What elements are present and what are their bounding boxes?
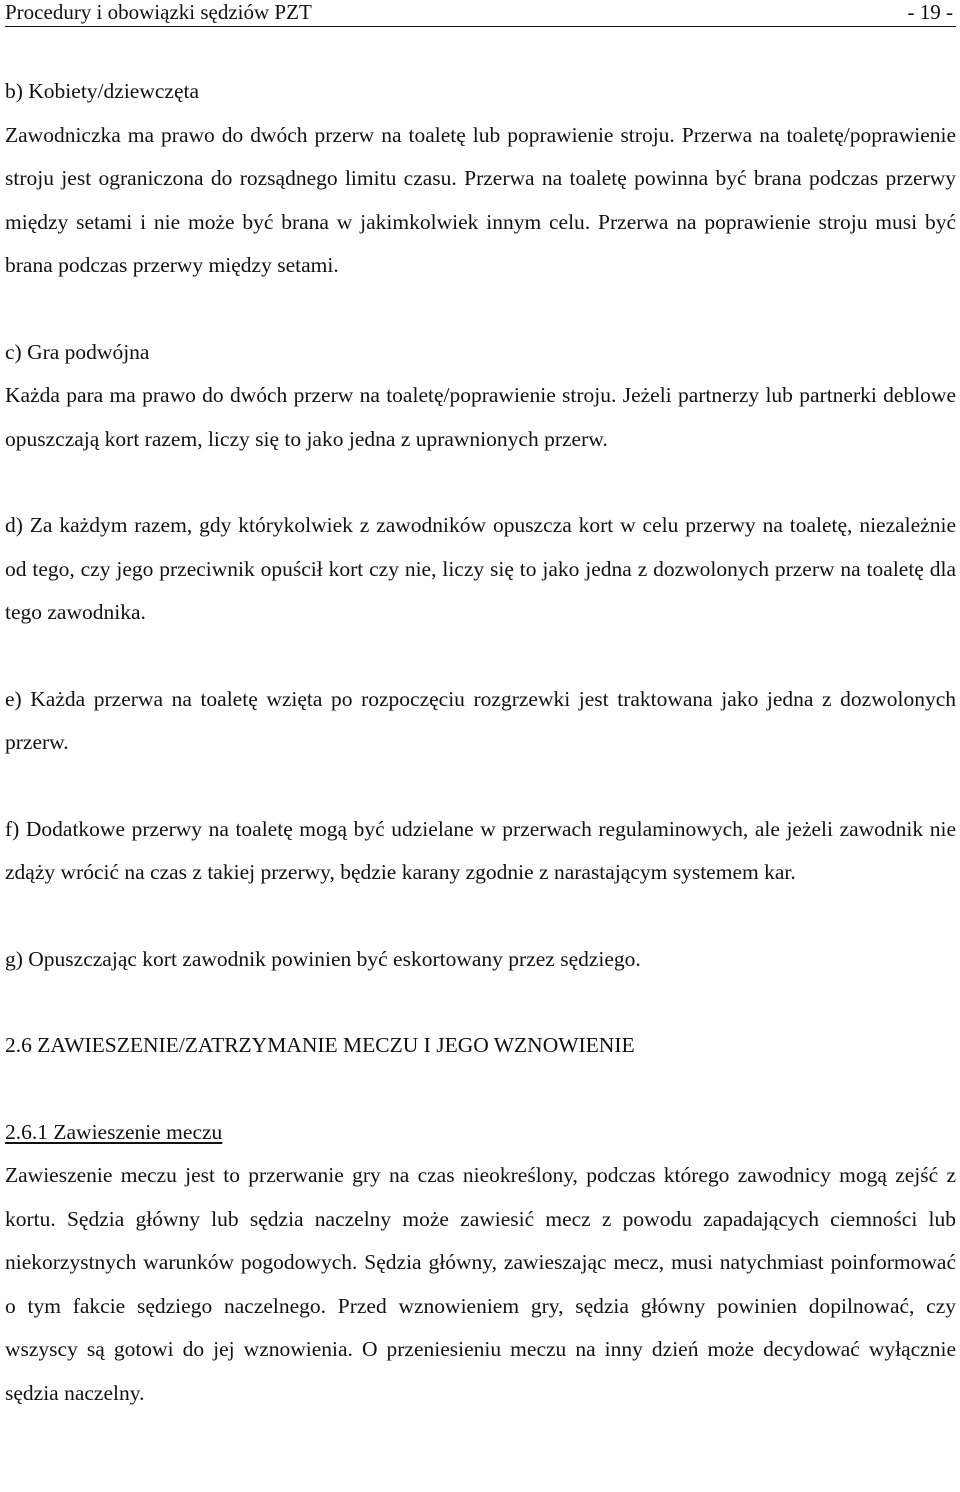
section-d-paragraph: d) Za każdym razem, gdy którykolwiek z zawodników opuszcza kort w celu przerwy na toaletę, niezależnie od tego, czy jego przeciwnik opuścił kort czy nie, liczy się to jako jedna z dozwolonych przerw na toaletę dla tego zawodnika. bbox=[5, 513, 956, 624]
section-2-6-heading: 2.6 ZAWIESZENIE/ZATRZYMANIE MECZU I JEGO WZNOWIENIE bbox=[5, 1033, 635, 1057]
section-2-6-1-paragraph: Zawieszenie meczu jest to przerwanie gry na czas nieokreślony, podczas którego zawodnicy mogą zejść z kortu. Sędzia główny lub sędzia naczelny może zawiesić mecz z powodu zapadających ciemności lub niekorzystnych warunków pogodowych. Sędzia główny, zawieszając mecz, musi natychmiast poinformować o tym fakcie sędziego naczelnego. Przed wznowieniem gry, sędzia główny powinien dopilnować, czy wszyscy są gotowi do jej wznowienia. O przeniesieniu meczu na inny dzień może decydować wyłącznie sędzia naczelny. bbox=[5, 1163, 956, 1405]
section-b-paragraph bbox=[5, 114, 956, 288]
page-header bbox=[5, 0, 956, 27]
section-b-heading: b) Kobiety/dziewczęta bbox=[5, 79, 200, 103]
section-b-text-2: Przerwa na poprawienie stroju musi być brana podczas przerwy między setami. bbox=[5, 209, 956, 277]
section-f-paragraph: f) Dodatkowe przerwy na toaletę mogą być udzielane w przerwach regulaminowych, ale jeżeli zawodnik nie zdąży wrócić na czas z takiej przerwy, będzie karany zgodnie z narastającym systemem kar. bbox=[5, 816, 956, 884]
header-title: Procedury i obowiązki sędziów PZT bbox=[5, 0, 312, 24]
page-number: - 19 - bbox=[907, 0, 953, 24]
section-c-heading: c) Gra podwójna bbox=[5, 339, 150, 364]
section-g-paragraph: g) Opuszczając kort zawodnik powinien być eskortowany przez sędziego. bbox=[5, 946, 641, 971]
section-2-6-1-heading: 2.6.1 Zawieszenie meczu bbox=[5, 1119, 223, 1144]
section-c-paragraph: Każda para ma prawo do dwóch przerw na toaletę/poprawienie stroju. Jeżeli partnerzy lub partnerki deblowe opuszczają kort razem, liczy się to jako jedna z uprawnionych przerw. bbox=[5, 383, 956, 451]
document-body bbox=[5, 70, 956, 1415]
section-b-text-1: Zawodniczka ma prawo do dwóch przerw na toaletę lub poprawienie stroju. Przerwa na toaletę/poprawienie stroju jest ograniczona do rozsądnego limitu czasu. Przerwa na toaletę powinna być brana podczas przerwy między setami i nie może być brana w jakimkolwiek innym celu. bbox=[5, 122, 956, 234]
section-e-paragraph: e) Każda przerwa na toaletę wzięta po rozpoczęciu rozgrzewki jest traktowana jako jedna z dozwolonych przerw. bbox=[5, 686, 956, 754]
